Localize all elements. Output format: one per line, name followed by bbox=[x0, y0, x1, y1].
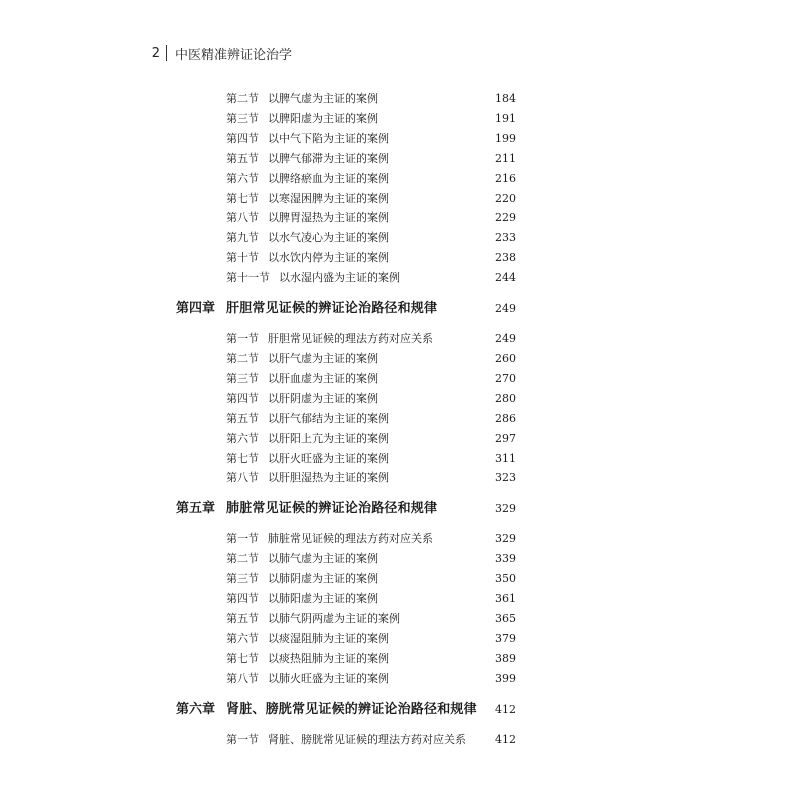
page-reference: 199 bbox=[495, 131, 516, 145]
toc-section-entry bbox=[0, 449, 800, 469]
chapter-title: 肝胆常见证候的辨证论治路径和规律 bbox=[226, 301, 438, 317]
page-reference: 329 bbox=[495, 502, 516, 516]
section-title: 以痰湿阻肺为主证的案例 bbox=[268, 631, 389, 645]
toc-section-entry bbox=[0, 169, 800, 189]
toc-chapter-entry bbox=[0, 700, 800, 720]
chapter-title: 肺脏常见证候的辨证论治路径和规律 bbox=[226, 501, 438, 517]
section-number: 第三节 bbox=[226, 111, 259, 125]
section-title: 以脾络瘀血为主证的案例 bbox=[268, 171, 389, 185]
page-reference: 389 bbox=[495, 651, 516, 665]
page-reference: 412 bbox=[495, 702, 516, 716]
section-title: 以肝气虚为主证的案例 bbox=[268, 352, 378, 365]
section-number: 第二节 bbox=[226, 352, 259, 365]
section-title: 以肝胆湿热为主证的案例 bbox=[268, 471, 389, 485]
toc-section-entry bbox=[0, 649, 800, 669]
section-number: 第六节 bbox=[226, 431, 259, 445]
page-reference: 191 bbox=[495, 111, 516, 125]
toc-section-entry bbox=[0, 349, 800, 369]
toc-section-entry bbox=[0, 730, 800, 750]
toc-section-entry bbox=[0, 589, 800, 609]
section-title: 以肺火旺盛为主证的案例 bbox=[268, 671, 389, 685]
section-number: 第一节 bbox=[226, 332, 259, 346]
section-number: 第二节 bbox=[226, 552, 259, 566]
section-number: 第十一节 bbox=[226, 271, 270, 285]
toc-section-entry bbox=[0, 569, 800, 589]
chapter-number: 第四章 bbox=[176, 301, 216, 317]
section-title: 以脾气郁滞为主证的案例 bbox=[268, 151, 389, 165]
toc-section-entry bbox=[0, 629, 800, 649]
page-reference: 216 bbox=[495, 171, 516, 185]
page-reference: 323 bbox=[495, 471, 516, 485]
section-number: 第五节 bbox=[226, 612, 259, 625]
section-number: 第五节 bbox=[226, 411, 259, 425]
toc-section-entry bbox=[0, 109, 800, 129]
section-number: 第十节 bbox=[226, 251, 259, 265]
section-title: 以肺阴虚为主证的案例 bbox=[268, 572, 378, 586]
section-number: 第六节 bbox=[226, 171, 259, 185]
toc-chapter-entry bbox=[0, 299, 800, 319]
page-reference: 311 bbox=[495, 451, 516, 465]
toc-section-entry bbox=[0, 369, 800, 389]
section-title: 肝胆常见证候的理法方药对应关系 bbox=[268, 332, 433, 346]
page-number: 2 bbox=[151, 45, 160, 61]
section-title: 以脾阳虚为主证的案例 bbox=[268, 111, 378, 125]
page-reference: 249 bbox=[495, 332, 516, 346]
section-number: 第八节 bbox=[226, 471, 259, 485]
page-reference: 329 bbox=[495, 532, 516, 546]
toc-section-entry bbox=[0, 549, 800, 569]
page-reference: 286 bbox=[495, 411, 516, 425]
chapter-number: 第六章 bbox=[176, 701, 216, 717]
toc-section-entry bbox=[0, 468, 800, 488]
section-number: 第五节 bbox=[226, 151, 259, 165]
page-reference: 412 bbox=[495, 732, 516, 746]
section-title: 以肝阴虚为主证的案例 bbox=[268, 391, 378, 405]
section-title: 以水饮内停为主证的案例 bbox=[268, 251, 389, 265]
toc-section-entry bbox=[0, 669, 800, 689]
section-title: 肾脏、膀胱常见证候的理法方药对应关系 bbox=[268, 732, 466, 746]
section-title: 以脾胃湿热为主证的案例 bbox=[268, 211, 389, 225]
chapter-number: 第五章 bbox=[176, 501, 216, 517]
section-title: 肺脏常见证候的理法方药对应关系 bbox=[268, 532, 433, 546]
section-title: 以痰热阻肺为主证的案例 bbox=[268, 651, 389, 665]
page-reference: 238 bbox=[495, 251, 516, 265]
toc-section-entry bbox=[0, 208, 800, 228]
section-title: 以肝火旺盛为主证的案例 bbox=[268, 451, 389, 465]
toc-section-entry bbox=[0, 149, 800, 169]
section-number: 第八节 bbox=[226, 211, 259, 225]
toc-section-entry bbox=[0, 189, 800, 209]
page-reference: 233 bbox=[495, 231, 516, 245]
section-number: 第七节 bbox=[226, 191, 259, 205]
section-title: 以肝血虚为主证的案例 bbox=[268, 371, 378, 385]
page-reference: 220 bbox=[495, 191, 516, 205]
toc-section-entry bbox=[0, 248, 800, 268]
page-reference: 399 bbox=[495, 671, 516, 685]
toc-section-entry bbox=[0, 268, 800, 288]
section-title: 以水湿内盛为主证的案例 bbox=[279, 271, 400, 285]
section-number: 第一节 bbox=[226, 732, 259, 746]
page-reference: 280 bbox=[495, 391, 516, 405]
section-title: 以肝气郁结为主证的案例 bbox=[268, 411, 389, 425]
toc-chapter-entry bbox=[0, 499, 800, 519]
toc-section-entry bbox=[0, 389, 800, 409]
chapter-title: 肾脏、膀胱常见证候的辨证论治路径和规律 bbox=[226, 701, 477, 717]
book-title: 中医精准辨证论治学 bbox=[175, 47, 293, 63]
page-reference: 249 bbox=[495, 302, 516, 316]
toc-section-entry bbox=[0, 228, 800, 248]
section-number: 第七节 bbox=[226, 651, 259, 665]
page-reference: 244 bbox=[495, 271, 516, 285]
section-number: 第二节 bbox=[226, 92, 259, 105]
section-number: 第七节 bbox=[226, 451, 259, 465]
page-reference: 361 bbox=[495, 592, 516, 606]
section-title: 以肝阳上亢为主证的案例 bbox=[268, 431, 389, 445]
section-title: 以肺阳虚为主证的案例 bbox=[268, 592, 378, 606]
section-title: 以肺气阴两虚为主证的案例 bbox=[268, 612, 400, 625]
toc-section-entry bbox=[0, 89, 800, 109]
toc-section-entry bbox=[0, 529, 800, 549]
page-reference: 229 bbox=[495, 211, 516, 225]
page-reference: 260 bbox=[495, 352, 516, 365]
toc-section-entry bbox=[0, 409, 800, 429]
section-number: 第四节 bbox=[226, 592, 259, 606]
section-number: 第一节 bbox=[226, 532, 259, 546]
section-number: 第三节 bbox=[226, 572, 259, 586]
page-reference: 211 bbox=[495, 151, 516, 165]
page-reference: 350 bbox=[495, 572, 516, 586]
page-reference: 297 bbox=[495, 431, 516, 445]
section-title: 以脾气虚为主证的案例 bbox=[268, 92, 378, 105]
toc-section-entry bbox=[0, 609, 800, 629]
section-number: 第八节 bbox=[226, 671, 259, 685]
section-title: 以水气凌心为主证的案例 bbox=[268, 231, 389, 245]
section-title: 以中气下陷为主证的案例 bbox=[268, 131, 389, 145]
section-number: 第四节 bbox=[226, 131, 259, 145]
page-reference: 339 bbox=[495, 552, 516, 566]
section-number: 第四节 bbox=[226, 391, 259, 405]
page-reference: 184 bbox=[495, 92, 516, 105]
page-reference: 365 bbox=[495, 612, 516, 625]
section-number: 第六节 bbox=[226, 631, 259, 645]
page-reference: 270 bbox=[495, 371, 516, 385]
section-title: 以寒湿困脾为主证的案例 bbox=[268, 191, 389, 205]
section-title: 以肺气虚为主证的案例 bbox=[268, 552, 378, 566]
toc-section-entry bbox=[0, 129, 800, 149]
section-number: 第九节 bbox=[226, 231, 259, 245]
page-reference: 379 bbox=[495, 631, 516, 645]
toc-section-entry bbox=[0, 429, 800, 449]
toc-section-entry bbox=[0, 329, 800, 349]
section-number: 第三节 bbox=[226, 371, 259, 385]
